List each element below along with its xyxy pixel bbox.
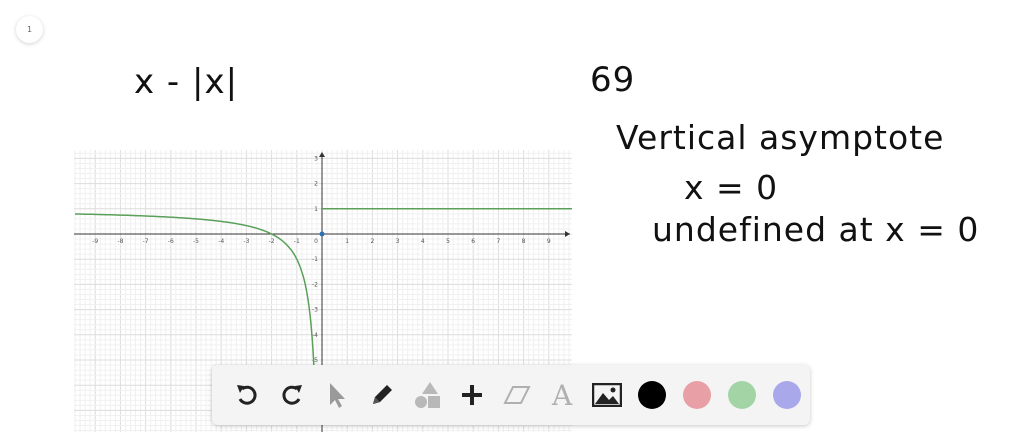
page-number-badge[interactable]: 1 <box>16 16 43 43</box>
text-icon: A <box>551 378 573 412</box>
x-tick-label: -3 <box>243 238 250 245</box>
x-tick-label: 9 <box>546 238 551 245</box>
x-tick-label: 3 <box>395 238 400 245</box>
swatch-green-circle <box>728 381 756 409</box>
x-tick-label: 5 <box>446 238 450 245</box>
swatch-pink-circle <box>683 381 711 409</box>
x-tick-label: -6 <box>167 238 174 245</box>
origin-point <box>320 232 325 237</box>
swatch-purple-circle <box>773 381 801 409</box>
expression-left: x - |x| <box>134 62 239 102</box>
undo-icon <box>234 382 260 408</box>
note-line-1: Vertical asymptote <box>616 118 945 157</box>
y-tick-label: 2 <box>314 180 318 188</box>
x-tick-label: 8 <box>521 238 526 245</box>
x-tick-label: 2 <box>370 238 375 245</box>
eraser-tool[interactable] <box>494 372 539 418</box>
undo-button[interactable] <box>224 372 269 418</box>
pen-tool[interactable] <box>359 372 404 418</box>
x-tick-label: -8 <box>117 238 124 245</box>
color-swatch-green[interactable] <box>720 372 765 418</box>
x-tick-label: 6 <box>471 238 476 245</box>
swatch-black-circle <box>638 381 666 409</box>
x-tick-label: 1 <box>345 238 350 245</box>
x-tick-label: -7 <box>142 238 149 245</box>
color-swatch-pink[interactable] <box>675 372 720 418</box>
text-tool[interactable] <box>540 372 585 418</box>
x-tick-label: 0 <box>314 238 318 245</box>
y-tick-label: -5 <box>312 357 318 364</box>
plus-icon <box>460 383 484 407</box>
pen-icon <box>369 382 395 408</box>
x-tick-label: -4 <box>218 238 225 245</box>
redo-button[interactable] <box>269 372 314 418</box>
color-swatch-black[interactable] <box>630 372 675 418</box>
note-line-3: undefined at x = 0 <box>652 210 980 249</box>
problem-number: 69 <box>590 60 636 100</box>
redo-icon <box>279 382 305 408</box>
image-tool[interactable] <box>585 372 630 418</box>
x-tick-label: -2 <box>268 238 275 245</box>
y-tick-label: -3 <box>312 306 318 314</box>
color-swatch-purple[interactable] <box>765 372 810 418</box>
shapes-icon <box>412 380 442 410</box>
eraser-icon <box>503 383 531 407</box>
y-tick-label: 3 <box>314 155 318 163</box>
pointer-icon <box>326 381 348 409</box>
add-button[interactable] <box>449 372 494 418</box>
y-tick-label: 1 <box>314 205 318 213</box>
drawing-toolbar <box>212 365 810 425</box>
note-line-2: x = 0 <box>684 168 779 207</box>
shapes-tool[interactable] <box>404 372 449 418</box>
y-tick-label: -4 <box>312 331 318 339</box>
x-tick-label: -1 <box>293 238 300 245</box>
y-tick-label: -2 <box>312 281 318 289</box>
x-tick-label: -9 <box>92 238 99 245</box>
x-tick-label: -5 <box>193 238 199 245</box>
pointer-tool[interactable] <box>314 372 359 418</box>
x-tick-label: 7 <box>496 238 501 245</box>
image-icon <box>592 383 622 407</box>
y-tick-label: -1 <box>312 256 318 264</box>
x-tick-label: 4 <box>420 238 425 245</box>
